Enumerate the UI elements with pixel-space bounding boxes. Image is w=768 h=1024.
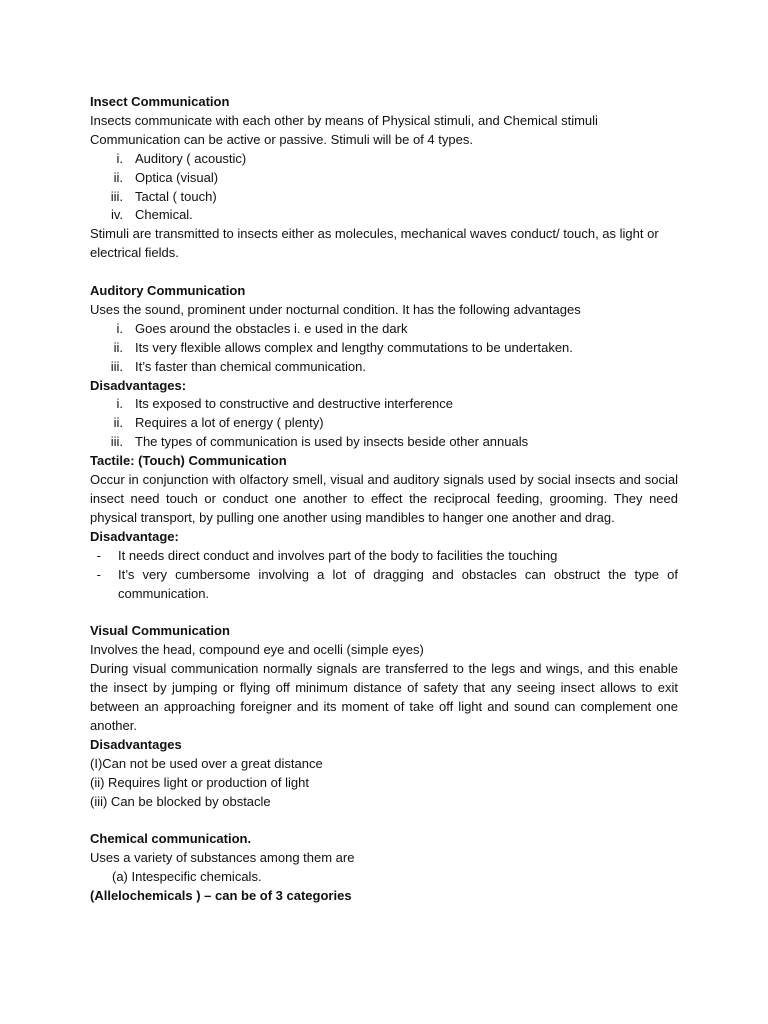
document-body (90, 93, 678, 906)
visual-body-paragraph: During visual communication normally signals are transferred to the legs and wings, and this enable the insect by jumping or flying off minimum distance of safety that any seeing insect allows to exit between an approaching foreigner and its moment of take off light and sound can complement one another. (90, 661, 678, 733)
tactile-communication-heading: Tactile: (Touch) Communication (90, 453, 287, 469)
visual-disadvantage-item: (ii) Requires light or production of light (90, 774, 309, 790)
list-item (90, 395, 678, 414)
tactile-disadvantage-heading: Disadvantage: (90, 528, 179, 544)
list-number: iv. (110, 207, 123, 223)
list-text: Goes around the obstacles i. e used in the dark (135, 320, 408, 336)
visual-disadvantage-item: (iii) Can be blocked by obstacle (90, 793, 271, 809)
insect-closing-paragraph: Stimuli are transmitted to insects either as molecules, mechanical waves conduct/ touch, as light or electrical fields. (90, 226, 659, 261)
list-text: Chemical. (135, 207, 193, 223)
list-text: Tactal ( touch) (135, 188, 217, 204)
allelochemicals-subheading: (Allelochemicals ) – can be of 3 categories (90, 888, 352, 904)
auditory-advantages-list (90, 320, 678, 377)
list-text: It needs direct conduct and involves part of the body to facilities the touching (118, 547, 558, 563)
visual-disadvantages-heading: Disadvantages (90, 736, 182, 752)
list-number: i. (116, 320, 123, 336)
visual-disadvantage-item: (I)Can not be used over a great distance (90, 755, 323, 771)
list-item (90, 414, 678, 433)
list-item (90, 150, 678, 169)
insect-intro-line-1: Insects communicate with each other by means of Physical stimuli, and Chemical stimuli (90, 112, 598, 128)
list-number: iii. (110, 188, 123, 204)
list-item (90, 566, 678, 604)
tactile-disadvantages-list (90, 547, 678, 604)
list-text: Requires a lot of energy ( plenty) (135, 415, 324, 431)
paragraph-spacer (90, 811, 678, 830)
auditory-disadvantages-list (90, 395, 678, 452)
visual-communication-heading: Visual Communication (90, 623, 230, 639)
stimuli-types-list (90, 150, 678, 226)
auditory-communication-heading: Auditory Communication (90, 283, 246, 299)
list-number: iii. (110, 358, 123, 374)
list-item (90, 547, 678, 566)
insect-intro-line-2: Communication can be active or passive. Stimuli will be of 4 types. (90, 131, 473, 147)
list-text: The types of communication is used by insects beside other annuals (135, 434, 529, 450)
list-number: i. (116, 396, 123, 412)
list-text: Its exposed to constructive and destructive interference (135, 396, 453, 412)
list-text: It’s very cumbersome involving a lot of dragging and obstacles can obstruct the type of communication. (118, 566, 678, 601)
list-number: ii. (113, 169, 123, 185)
list-number: ii. (113, 415, 123, 431)
auditory-intro: Uses the sound, prominent under nocturnal condition. It has the following advantages (90, 301, 581, 317)
list-number: i. (116, 150, 123, 166)
chemical-communication-heading: Chemical communication. (90, 831, 252, 847)
list-text: Its very flexible allows complex and lengthy commutations to be undertaken. (135, 339, 573, 355)
list-item (90, 320, 678, 339)
chemical-item-a: (a) Intespecific chemicals. (112, 869, 262, 885)
list-item (90, 358, 678, 377)
tactile-body-paragraph: Occur in conjunction with olfactory smell, visual and auditory signals used by social insects and social insect need touch or conduct one another to effect the reciprocal feeding, grooming. They need physical transport, by pulling one another using mandibles to hanger one another and drag. (90, 472, 678, 525)
paragraph-spacer (90, 603, 678, 622)
list-number: iii. (110, 434, 123, 450)
list-text: Optica (visual) (135, 169, 219, 185)
insect-communication-heading: Insect Communication (90, 94, 230, 109)
auditory-disadvantages-heading: Disadvantages: (90, 377, 187, 393)
visual-intro: Involves the head, compound eye and ocelli (simple eyes) (90, 642, 424, 658)
list-item (90, 169, 678, 188)
list-text: It’s faster than chemical communication. (135, 358, 366, 374)
list-item (90, 188, 678, 207)
list-number: ii. (113, 339, 123, 355)
list-item (90, 433, 678, 452)
dash-bullet: - (96, 566, 101, 582)
list-item (90, 339, 678, 358)
list-item (90, 206, 678, 225)
paragraph-spacer (90, 263, 678, 282)
dash-bullet: - (96, 547, 101, 563)
chemical-intro: Uses a variety of substances among them are (90, 850, 355, 866)
list-text: Auditory ( acoustic) (135, 150, 247, 166)
